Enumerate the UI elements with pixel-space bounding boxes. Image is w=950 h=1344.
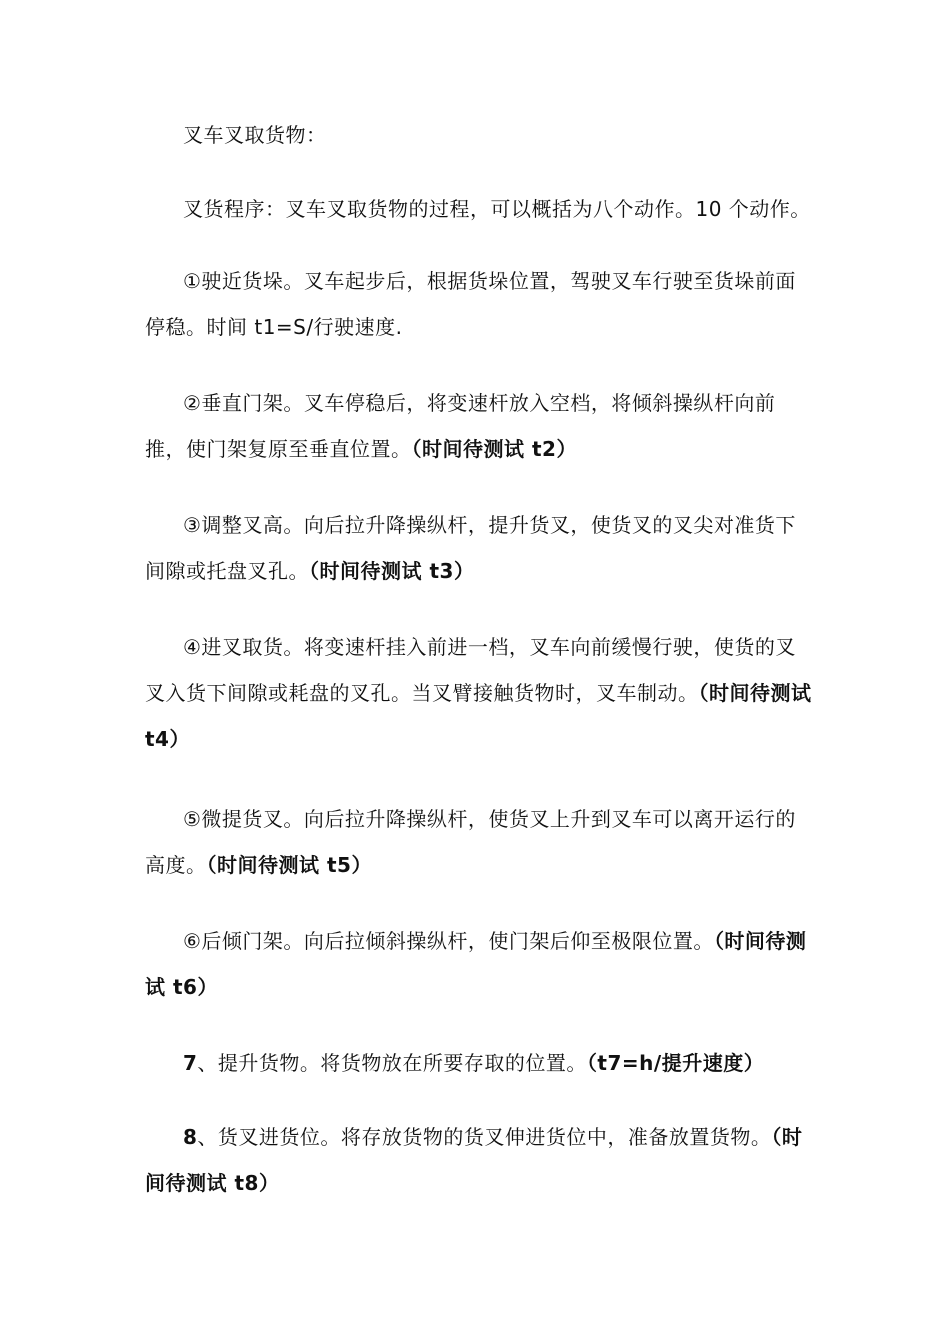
step-6-paragraph (145, 918, 815, 1010)
step-2-time: （时间待测试 t2） (411, 437, 577, 461)
step-3-paragraph (145, 502, 815, 594)
step-6-text: ⑥后倾门架。向后拉倾斜操纵杆，使门架后仰至极限位置。 (183, 929, 714, 953)
step-8-paragraph (145, 1114, 815, 1206)
document-title (145, 112, 815, 158)
step-4-paragraph (145, 624, 815, 762)
step-4-text: ④进叉取货。将变速杆挂入前进一档，叉车向前缓慢行驶，使货的叉叉入货下间隙或耗盘的叉孔。当叉臂接触货物时，叉车制动。 (145, 635, 796, 705)
intro-paragraph (145, 186, 815, 232)
step-2-paragraph (145, 380, 815, 472)
step-3-time: （时间待测试 t3） (309, 559, 475, 583)
title-text: 叉车叉取货物： (183, 123, 327, 147)
step-8-time: （时间待测试 t8） (145, 1125, 803, 1195)
step-5-paragraph (145, 796, 815, 888)
step-4-time: （时间待测试 t4） (145, 681, 812, 751)
step-5-text: ⑤微提货叉。向后拉升降操纵杆，使货叉上升到叉车可以离开运行的高度。 (145, 807, 796, 877)
step-2-text: ②垂直门架。叉车停稳后，将变速杆放入空档，将倾斜操纵杆向前推，使门架复原至垂直位置。 (145, 391, 776, 461)
step-3-text: ③调整叉高。向后拉升降操纵杆，提升货叉，使货叉的叉尖对准货下间隙或托盘叉孔。 (145, 513, 796, 583)
step-7-text: 、提升货物。将货物放在所要存取的位置。 (197, 1051, 587, 1075)
step-7-paragraph (145, 1040, 815, 1086)
step-7-formula: （t7=h/提升速度） (586, 1051, 765, 1075)
step-1-paragraph (145, 258, 815, 350)
step-7-number: 7 (183, 1051, 198, 1075)
step-8-text: 、货叉进货位。将存放货物的货叉伸进货位中，准备放置货物。 (197, 1125, 772, 1149)
intro-text: 叉货程序：叉车叉取货物的过程，可以概括为八个动作。10 个动作。 (183, 197, 811, 221)
step-8-number: 8 (183, 1125, 198, 1149)
step-1-text: ①驶近货垛。叉车起步后，根据货垛位置，驾驶叉车行驶至货垛前面停稳。时间 t1=S/行驶速度. (145, 269, 796, 339)
step-5-time: （时间待测试 t5） (206, 853, 372, 877)
step-6-time: （时间待测试 t6） (145, 929, 807, 999)
